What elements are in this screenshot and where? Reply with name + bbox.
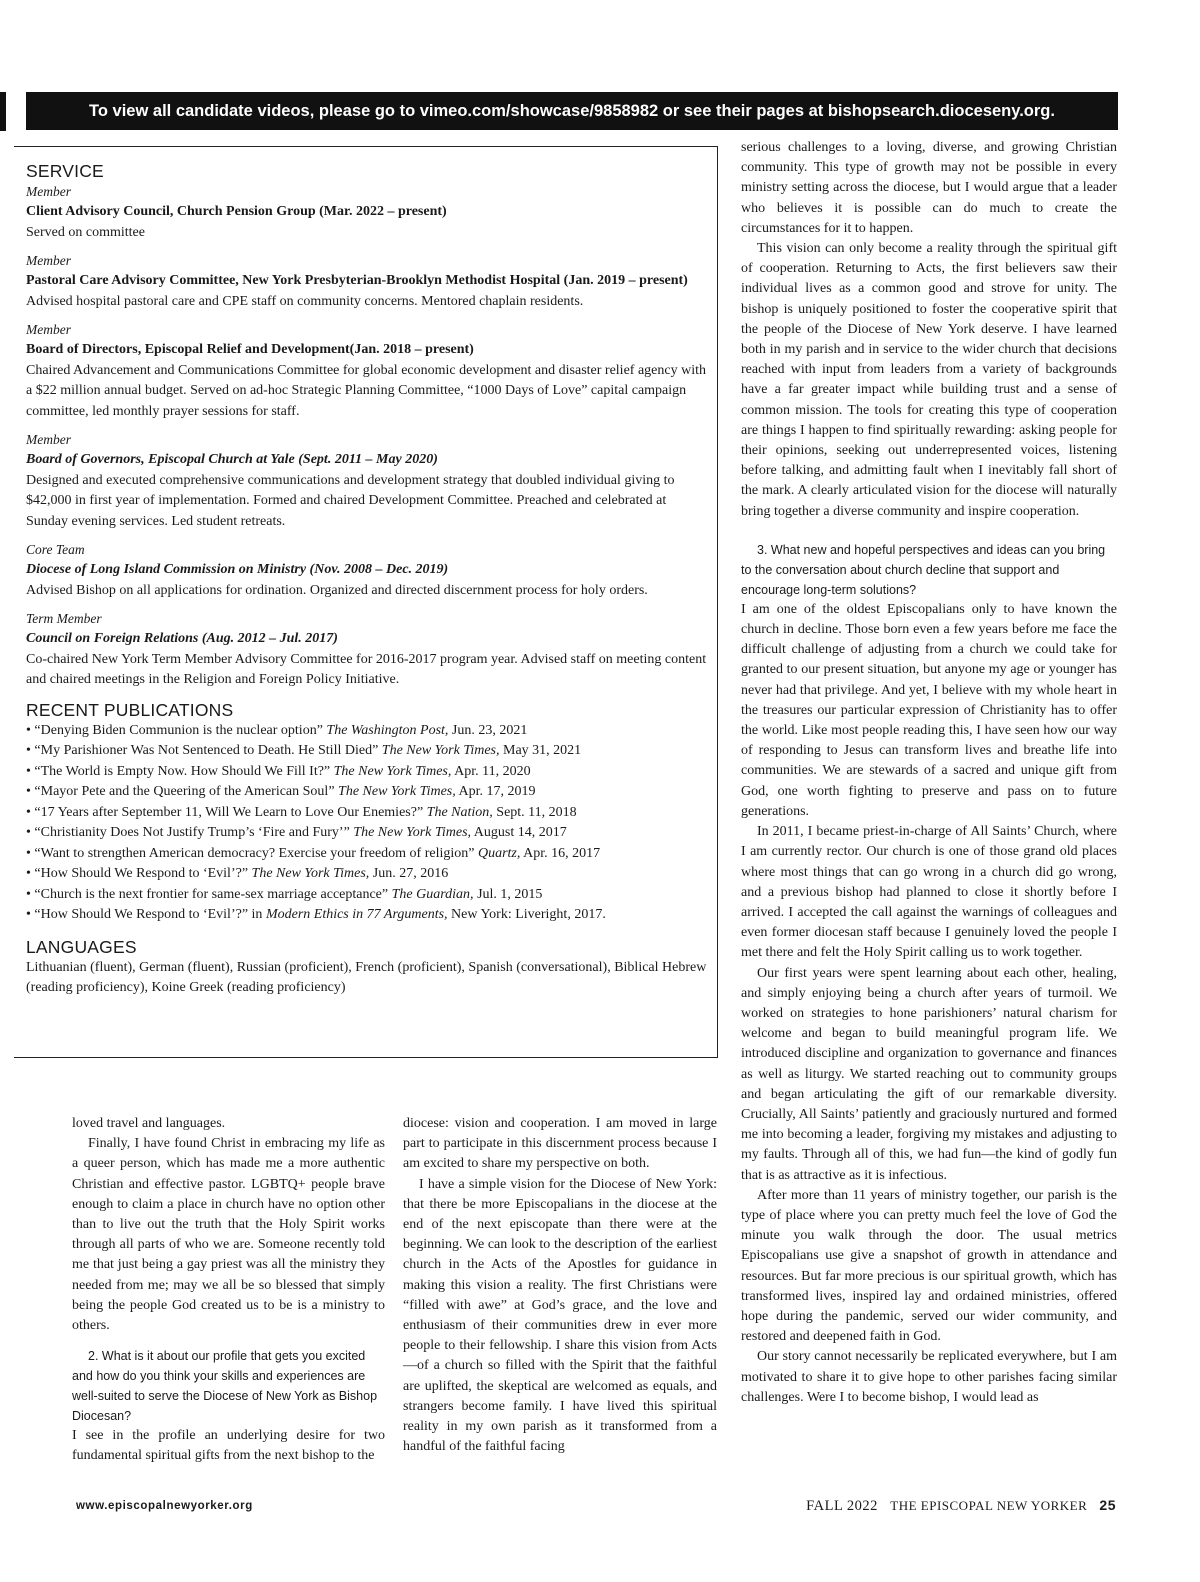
question-3: 3. What new and hopeful perspectives and ideas can you bring to the conversation about church decline that support and encourage long-term solutions?	[741, 542, 1106, 597]
languages-text: Lithuanian (fluent), German (fluent), Russian (proficient), French (proficient), Spanish (conversational), Biblical Hebrew (reading proficiency), Koine Greek (reading proficiency)	[26, 959, 707, 995]
col3-paragraph: Our first years were spent learning about each other, healing, and simply enjoying being a church after years of turmoil. We worked on strategies to hone parishioners’ natural charism for welcome and began to build meaningful program life. We introduced discipline and organization to governance and finances as well as liturgy. We started reaching out to community groups and began articulating the gift of our remarkable diversity. Crucially, All Saints’ patiently and graciously nurtured and formed me into becoming a leader, forgiving my mistakes and adjusting to my faults. Through all of this, we had fun—the kind of godly fun that is as attractive as it is infectious.	[741, 965, 1117, 1183]
publication-source: The New York Times,	[353, 825, 472, 840]
col3-paragraph: Our story cannot necessarily be replicated everywhere, but I am motivated to share it to give hope to other parishes facing similar challenges. Were I to become bishop, I would lead as	[741, 1349, 1117, 1405]
resume-content	[26, 160, 710, 999]
service-description: Advised Bishop on all applications for ordination. Organized and directed discernment process for holy orders.	[26, 582, 648, 598]
publication-source: The Washington Post,	[326, 722, 449, 738]
service-description: Advised hospital pastoral care and CPE staff on community concerns. Mentored chaplain residents.	[26, 293, 584, 309]
service-role: Member	[26, 432, 71, 447]
banner-edge-bar	[0, 92, 6, 131]
column-1	[72, 1114, 385, 1467]
service-description: Served on committee	[26, 224, 145, 240]
column-3	[741, 138, 1117, 1408]
service-list	[26, 182, 710, 691]
publication-name: THE EPISCOPAL NEW YORKER	[890, 1498, 1088, 1513]
col3-paragraph: serious challenges to a loving, diverse, and growing Christian community. This type of growth may not be possible in every ministry setting across the diocese, but I would argue that a leader who believes it is possible can do much to create the circumstances for it to happen.	[741, 140, 1117, 236]
website-link[interactable]: www.episcopalnewyorker.org	[76, 1500, 253, 1512]
col1-paragraph: loved travel and languages.	[72, 1116, 226, 1131]
service-heading: SERVICE	[26, 161, 104, 181]
col2-paragraph: I have a simple vision for the Diocese of New York: that there be more Episcopalians in the diocese at the end of the next episcopate than there were at the beginning. We can look to the description of the earliest church in the Acts of the Apostles for guidance in making this vision a reality. The first Christians were “filled with awe” at God’s grace, and the love and enthusiasm of their communities drew in ever more people to their fellowship. I share this vision from Acts—of a church so filled with the Spirit that the faithful are uplifted, the skeptical are welcomed as equals, and strangers become family. I have lived this spiritual reality in my own parish as it transformed from a handful of the faithful facing	[403, 1176, 717, 1455]
col3-paragraph: I am one of the oldest Episcopalians only to have known the church in decline. Those born even a few years before me face the difficult challenge of adjusting from a church we could take for granted to our present situation, but anyone my age or younger has never had that privilege. And yet, I believe with my whole heart in the treasures our particular expression of Christianity has to offer the world. Like most people reading this, I have seen how our way of responding to Jesus can transform lives and breathe life into communities. We are stewards of a sacred and unique gift from God, one worth fighting to preserve and pass on to future generations.	[741, 601, 1117, 819]
service-role: Member	[26, 322, 71, 337]
publication-date: Apr. 11, 2020	[451, 763, 531, 779]
service-description: Chaired Advancement and Communications Committee for global economic development and disaster relief agency with a $22 million annual budget. Served on ad-hoc Strategic Planning Committee, “1000 Days of Love” capital campaign committee, led monthly prayer sessions for staff.	[26, 362, 706, 419]
service-role: Term Member	[26, 611, 102, 626]
page-number: 25	[1099, 1497, 1116, 1513]
publication-title: • “Denying Biden Communion is the nuclear option”	[26, 722, 327, 738]
video-banner: To view all candidate videos, please go to vimeo.com/showcase/9858982 or see their pages at bishopsearch.dioceseny.org.	[26, 92, 1118, 130]
col2-paragraph: diocese: vision and cooperation. I am moved in large part to participate in this discernment process because I am excited to share my perspective on both.	[403, 1116, 717, 1172]
publication-item	[26, 905, 710, 926]
col1-paragraph: I see in the profile an underlying desire for two fundamental spiritual gifts from the next bishop to the	[72, 1428, 385, 1464]
service-organization: Pastoral Care Advisory Committee, New York Presbyterian-Brooklyn Methodist Hospital (Jan. 2019 – present)	[26, 273, 688, 288]
publication-date: August 14, 2017	[471, 825, 567, 840]
publication-title: • “17 Years after September 11, Will We Learn to Love Our Enemies?”	[26, 804, 427, 820]
publication-date: Sept. 11, 2018	[492, 804, 577, 820]
publication-date: Apr. 17, 2019	[455, 784, 536, 799]
service-organization: Diocese of Long Island Commission on Ministry (Nov. 2008 – Dec. 2019)	[26, 562, 449, 577]
col3-paragraph: In 2011, I became priest-in-charge of All Saints’ Church, where I am currently rector. Our church is one of those grand old places where most things that can go wrong in a church did go wrong, and a previous bishop had planned to close it shortly before I arrived. I accepted the call against the warnings of colleagues and even former diocesan staff because I genuinely loved the people I met there and felt the Holy Spirit calling us to work together.	[741, 824, 1117, 961]
col3-paragraph: This vision can only become a reality through the spiritual gift of cooperation. Returning to Acts, the first believers saw their individual lives as a common good and strove for unity. The bishop is uniquely positioned to foster the cooperative spirit that the people of the Diocese of New York deserve. I have learned both in my parish and in service to the wider church that decisions reached with input from leaders from a variety of backgrounds have a far greater impact while building trust and a sense of common mission. The tools for creating this type of cooperation are things I happen to find spiritually rewarding: asking people for their opinions, seeking out underrepresented voices, listening before talking, and admitting fault when I inevitably fall short of the mark. A clearly articulated vision for the diocese will naturally bring together a diverse community and inspire cooperation.	[741, 241, 1117, 519]
publication-title: • “Want to strengthen American democracy? Exercise your freedom of religion”	[26, 845, 478, 861]
service-entry	[26, 182, 710, 243]
publication-title: • “My Parishioner Was Not Sentenced to Death. He Still Died”	[26, 743, 382, 758]
publication-date: Apr. 16, 2017	[520, 845, 601, 861]
publication-title: • “How Should We Respond to ‘Evil’?” in	[26, 907, 266, 922]
service-organization: Board of Governors, Episcopal Church at Yale (Sept. 2011 – May 2020)	[26, 452, 438, 467]
publication-source: The Guardian,	[391, 886, 474, 902]
publication-item	[26, 782, 710, 803]
publications-heading: RECENT PUBLICATIONS	[26, 699, 234, 720]
publication-item	[26, 762, 710, 783]
publication-item	[26, 803, 710, 824]
publication-source: The Nation,	[426, 804, 493, 820]
publication-item	[26, 721, 710, 742]
publication-source: The New York Times,	[381, 743, 500, 758]
service-entry	[26, 540, 710, 601]
service-role: Member	[26, 184, 71, 199]
service-organization: Council on Foreign Relations (Aug. 2012 – Jul. 2017)	[26, 631, 338, 646]
service-organization: Board of Directors, Episcopal Relief and Development(Jan. 2018 – present)	[26, 342, 474, 357]
col3-paragraph: After more than 11 years of ministry together, our parish is the type of place where you can pretty much feel the love of God the minute you walk through the door. The usual metrics Episcopalians use give a snapshot of growth in attendance and resources. But far more precious is our spiritual growth, which has transformed lives, inspired lay and ordained ministries, offered hope during the pandemic, served our wider community, and restored and deepened faith in God.	[741, 1187, 1117, 1345]
publication-title: • “Church is the next frontier for same-sex marriage acceptance”	[26, 886, 392, 902]
publication-item	[26, 885, 710, 906]
column-2	[403, 1114, 717, 1457]
publication-title: • “Christianity Does Not Justify Trump’s ‘Fire and Fury’”	[26, 825, 354, 840]
page-footer	[806, 1497, 1116, 1515]
publication-item	[26, 844, 710, 865]
service-entry	[26, 251, 710, 312]
service-entry	[26, 320, 710, 422]
languages-heading: LANGUAGES	[26, 936, 137, 957]
publication-item	[26, 823, 710, 844]
col1-paragraph: Finally, I have found Christ in embracing my life as a queer person, which has made me a more authentic Christian and effective pastor. LGBTQ+ people brave enough to claim a place in church have no option other than to live out the truth that the Holy Spirit works through all parts of who we are. Someone recently told me that just being a gay priest was all the ministry they needed from me; may we all be so blessed that simply being the people God created us to be is a ministry to others.	[72, 1136, 385, 1334]
service-role: Member	[26, 253, 71, 268]
publication-date: Jun. 23, 2021	[448, 722, 528, 738]
question-2: 2. What is it about our profile that gets you excited and how do you think your skills and experiences are well-suited to serve the Diocese of New York as Bishop Diocesan?	[72, 1349, 378, 1424]
publication-source: The New York Times,	[251, 866, 370, 881]
publication-item	[26, 864, 710, 885]
publication-source: Quartz,	[477, 845, 521, 861]
service-entry	[26, 609, 710, 691]
publication-source: The New York Times,	[338, 784, 456, 799]
publication-date: New York: Liveright, 2017.	[447, 907, 606, 922]
publication-date: Jun. 27, 2016	[369, 866, 449, 881]
publication-date: May 31, 2021	[499, 743, 582, 758]
publication-source: The New York Times,	[333, 763, 452, 779]
service-entry	[26, 430, 710, 532]
service-organization: Client Advisory Council, Church Pension Group (Mar. 2022 – present)	[26, 204, 447, 219]
service-description: Designed and executed comprehensive communications and development strategy that doubled individual giving to $42,000 in first year of implementation. Formed and chaired Development Committee. Preached and celebrated at Sunday evening services. Led student retreats.	[26, 472, 675, 529]
issue-label: FALL 2022	[806, 1498, 878, 1514]
publication-title: • “The World is Empty Now. How Should We Fill It?”	[26, 763, 334, 779]
publication-item	[26, 741, 710, 762]
publication-source: Modern Ethics in 77 Arguments,	[265, 907, 448, 922]
service-role: Core Team	[26, 542, 85, 557]
publication-title: • “How Should We Respond to ‘Evil’?”	[26, 866, 252, 881]
publication-title: • “Mayor Pete and the Queering of the American Soul”	[26, 784, 339, 799]
publications-list	[26, 721, 710, 926]
service-description: Co-chaired New York Term Member Advisory Committee for 2016-2017 program year. Advised staff on meeting content and chaired meetings in the Religion and Foreign Policy Initiative.	[26, 651, 707, 687]
publication-date: Jul. 1, 2015	[473, 886, 543, 902]
